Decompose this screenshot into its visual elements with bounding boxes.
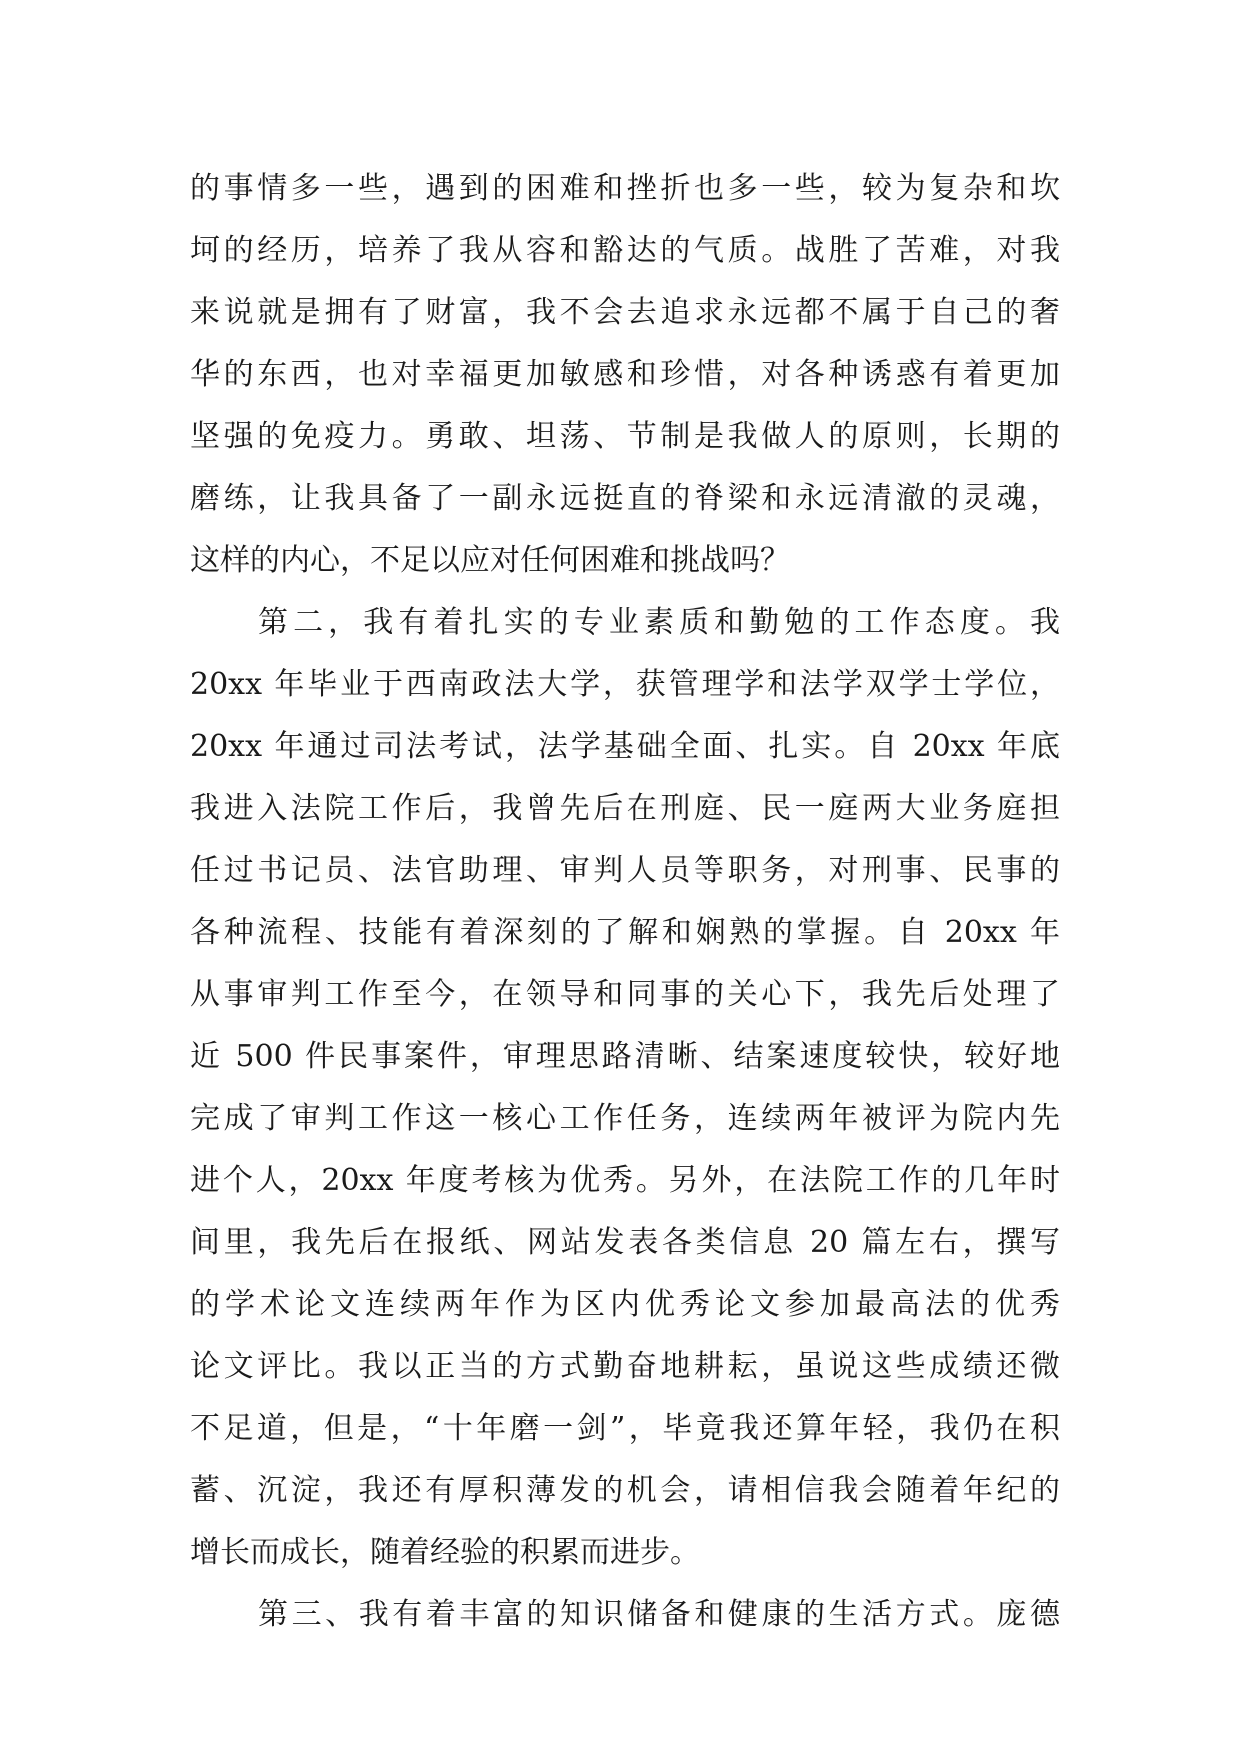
text-line: 间里，我先后在报纸、网站发表各类信息 20 篇左右，撰写 [190,1225,1060,1260]
paragraph-first-line: 第二，我有着扎实的专业素质和勤勉的工作态度。我 [258,605,1060,640]
text-line: 完成了审判工作这一核心工作任务，连续两年被评为院内先 [190,1101,1060,1136]
text-line: 来说就是拥有了财富，我不会去追求永远都不属于自己的奢 [190,295,1060,330]
text-line: 20xx 年通过司法考试，法学基础全面、扎实。自 20xx 年底 [190,729,1060,764]
text-line: 坷的经历，培养了我从容和豁达的气质。战胜了苦难，对我 [190,233,1060,268]
text-line: 论文评比。我以正当的方式勤奋地耕耘，虽说这些成绩还微 [190,1349,1060,1384]
text-line: 近 500 件民事案件，审理思路清晰、结案速度较快，较好地 [190,1039,1060,1074]
text-line: 的事情多一些，遇到的困难和挫折也多一些，较为复杂和坎 [190,171,1060,206]
paragraph-first-line: 第三、我有着丰富的知识储备和健康的生活方式。庞德 [258,1597,1060,1632]
text-line: 不足道，但是，“十年磨一剑”，毕竟我还算年轻，我仍在积 [190,1411,1060,1446]
text-line: 华的东西，也对幸福更加敏感和珍惜，对各种诱惑有着更加 [190,357,1060,392]
text-line: 各种流程、技能有着深刻的了解和娴熟的掌握。自 20xx 年 [190,915,1060,950]
body-text [190,158,1060,1646]
text-line: 蓄、沉淀，我还有厚积薄发的机会，请相信我会随着年纪的 [190,1473,1060,1508]
text-line: 磨练，让我具备了一副永远挺直的脊梁和永远清澈的灵魂， [190,481,1060,516]
text-line: 增长而成长，随着经验的积累而进步。 [190,1535,700,1570]
text-line: 20xx 年毕业于西南政法大学，获管理学和法学双学士学位， [190,667,1060,702]
text-line: 的学术论文连续两年作为区内优秀论文参加最高法的优秀 [190,1287,1060,1322]
text-line: 这样的内心，不足以应对任何困难和挑战吗？ [190,543,790,578]
text-line: 进个人，20xx 年度考核为优秀。另外，在法院工作的几年时 [190,1163,1060,1198]
text-line: 任过书记员、法官助理、审判人员等职务，对刑事、民事的 [190,853,1060,888]
text-line: 我进入法院工作后，我曾先后在刑庭、民一庭两大业务庭担 [190,791,1060,826]
text-line: 坚强的免疫力。勇敢、坦荡、节制是我做人的原则，长期的 [190,419,1060,454]
text-line: 从事审判工作至今，在领导和同事的关心下，我先后处理了 [190,977,1060,1012]
